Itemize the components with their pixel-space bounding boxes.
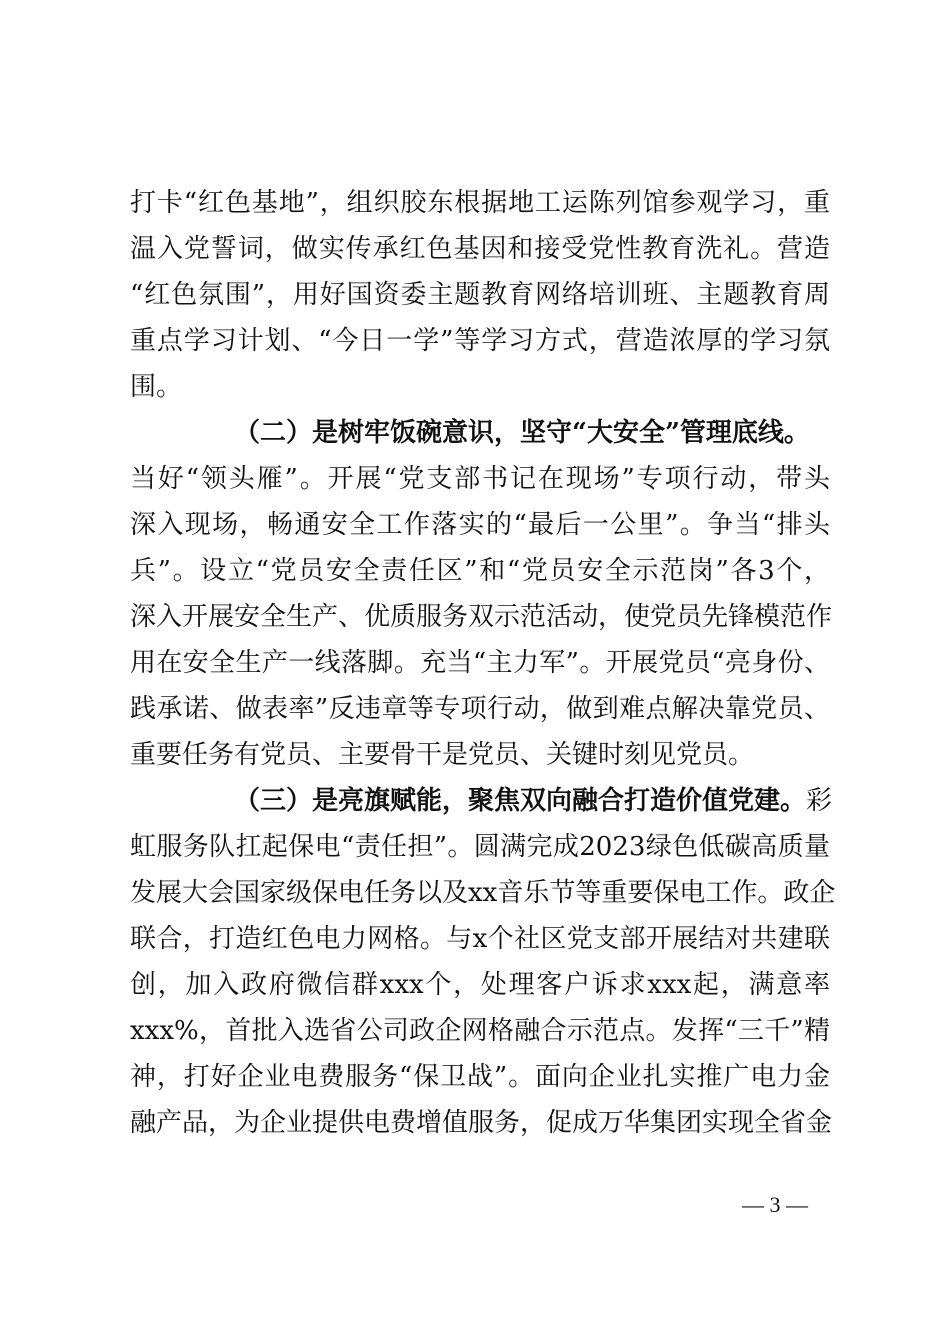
section-heading-line — [130, 778, 833, 824]
paragraph-line: 践承诺、做表率”反违章等专项行动，做到难点解决靠党员、 — [130, 694, 830, 724]
paragraph-line: “红色氛围”，用好国资委主题教育网络培训班、主题教育周 — [130, 280, 830, 310]
heading-tail-text: 彩 — [806, 786, 833, 816]
body-text — [130, 180, 836, 1146]
paragraph-line: 用在安全生产一线落脚。充当“主力军”。开展党员“亮身份、 — [130, 648, 830, 678]
paragraph-line: 深入开展安全生产、优质服务双示范活动，使党员先锋模范作 — [130, 602, 833, 632]
paragraph-line: xxx%，首批入选省公司政企网格融合示范点。发挥“三千”精 — [130, 1016, 830, 1046]
paragraph-line: 神，打好企业电费服务“保卫战”。面向企业扎实推广电力金 — [130, 1062, 830, 1092]
paragraph-line: 围。 — [130, 372, 183, 402]
paragraph-line: 联合，打造红色电力网格。与x个社区党支部开展结对共建联 — [130, 924, 830, 954]
page-number: — 3 — — [742, 1192, 808, 1217]
paragraph-line: 重要任务有党员、主要骨干是党员、关键时刻见党员。 — [130, 740, 755, 770]
section-heading: （三）是亮旗赋能，聚焦双向融合打造价值党建。 — [234, 786, 807, 816]
paragraph-line: 温入党誓词，做实传承红色基因和接受党性教育洗礼。营造 — [130, 234, 830, 264]
paragraph-line: 重点学习计划、“今日一学”等学习方式，营造浓厚的学习氛 — [130, 326, 830, 356]
paragraph-line: 发展大会国家级保电任务以及xx音乐节等重要保电工作。政企 — [130, 878, 836, 908]
paragraph-line: 深入现场，畅通安全工作落实的“最后一公里”。争当“排头 — [130, 510, 830, 540]
paragraph-line: 创，加入政府微信群xxx个，处理客户诉求xxx起，满意率 — [130, 970, 830, 1000]
section-heading: （二）是树牢饭碗意识，坚守“大安全”管理底线。 — [234, 418, 810, 448]
paragraph-line: 兵”。设立“党员安全责任区”和“党员安全示范岗”各3个， — [130, 556, 830, 586]
paragraph-line: 虹服务队扛起保电“责任担”。圆满完成2023绿色低碳高质量 — [130, 832, 830, 862]
paragraph-line: 打卡“红色基地”，组织胶东根据地工运陈列馆参观学习，重 — [130, 188, 830, 218]
paragraph-line: 当好“领头雁”。开展“党支部书记在现场”专项行动，带头 — [130, 464, 830, 494]
paragraph-line: 融产品，为企业提供电费增值服务，促成万华集团实现全省金 — [130, 1108, 833, 1138]
